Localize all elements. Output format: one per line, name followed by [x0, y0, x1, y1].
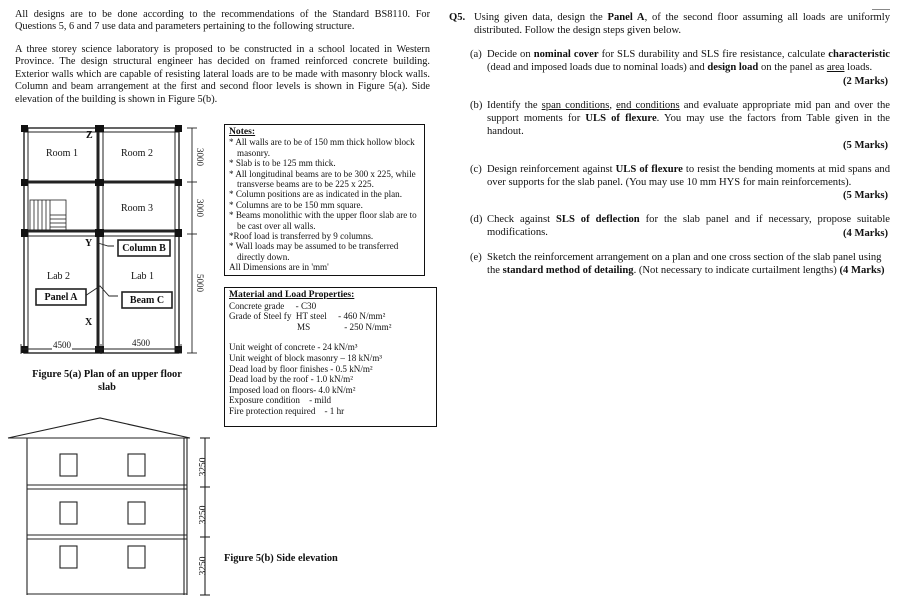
- grid-label-z: Z: [86, 130, 93, 141]
- note-item: * Slab is to be 125 mm thick.: [229, 158, 336, 169]
- lab-2-label: Lab 2: [47, 271, 71, 282]
- steel-grade-ht: Grade of Steel fy HT steel - 460 N/mm²: [229, 311, 386, 322]
- note-item: * Beams monolithic with the upper floor slab are to be cast over all walls.: [229, 210, 417, 231]
- notes-box: [224, 124, 425, 276]
- elev-dim-3: 3250: [198, 556, 209, 576]
- imposed-load: Imposed load on floors- 4.0 kN/m²: [229, 384, 356, 395]
- steel-grade-ms: MS - 250 N/mm²: [297, 321, 392, 332]
- dim-3000-b: 3000: [195, 199, 205, 217]
- grid-label-x: X: [85, 317, 93, 328]
- elev-dim-1: 3250: [198, 457, 209, 477]
- dim-4500-left: 4500: [53, 340, 71, 350]
- room-3-label: Room 3: [121, 203, 153, 214]
- note-item: * All longitudinal beams are to be 300 x 225, while transverse beams are to be 225 x 225.: [229, 168, 416, 190]
- intro-paragraph-2: A three storey science laboratory is proposed to be constructed in a school located in Western Province. The design structural engineer has decided on framed reinforced concrete building. Exterior walls which are capable of resisting lateral loads are to be made with masonry block walls. Column and beam arrangement at the first and second floor levels is shown in Figure 5(a). Side elevation of the building is shown in Figure 5(b).: [15, 44, 430, 105]
- materials-heading: Material and Load Properties:: [229, 289, 355, 300]
- part-b-marks: (5 Marks): [842, 140, 888, 151]
- dead-load-finishes: Dead load by floor finishes - 0.5 kN/m²: [229, 363, 373, 374]
- intro-paragraph-1: All designs are to be done according to the recommendations of the Standard BS8110. For Questions 5, 6 and 7 use data and parameters pertaining to the following structure.: [15, 9, 430, 33]
- note-item: All Dimensions are in 'mm': [229, 262, 329, 273]
- lab-1-label: Lab 1: [131, 271, 155, 282]
- part-d-text: Check against SLS of deflection for the slab panel and if necessary, propose suitable modifications.: [487, 214, 890, 238]
- part-e-marks: (4 Marks): [839, 265, 885, 276]
- part-a-label: (a): [470, 49, 482, 60]
- part-e-label: (e): [470, 252, 482, 263]
- materials-box: [224, 287, 437, 427]
- dim-5000: 5000: [195, 274, 205, 292]
- part-d-label: (d): [470, 214, 483, 225]
- part-b-label: (b): [470, 100, 483, 111]
- beam-c-callout: Beam C: [129, 295, 165, 306]
- grid-label-y: Y: [85, 238, 93, 249]
- staircase: [30, 200, 66, 231]
- note-item: * All walls are to be of 150 mm thick hollow block masonry.: [229, 137, 415, 158]
- note-item: *Roof load is transferred by 9 columns.: [229, 231, 374, 242]
- unit-weight-concrete: Unit weight of concrete - 24 kN/m³: [229, 342, 358, 353]
- fire-protection: Fire protection required - 1 hr: [229, 405, 345, 416]
- side-elevation-figure: [0, 416, 230, 597]
- room-2-label: Room 2: [121, 148, 153, 159]
- part-c-label: (c): [470, 164, 482, 175]
- notes-heading: Notes:: [229, 126, 256, 137]
- part-c-marks: (5 Marks): [842, 190, 888, 201]
- question-number: Q5.: [449, 12, 466, 23]
- q5-intro: Using given data, design the Panel A, of the second floor assuming all loads are uniformly distributed. Follow the design steps given below.: [474, 12, 890, 36]
- note-item: * Column positions are as indicated in the plan.: [229, 189, 403, 200]
- figure-5a-caption: Figure 5(a) Plan of an upper floor slab: [32, 369, 182, 393]
- note-item: * Columns are to be 150 mm square.: [229, 199, 363, 210]
- elev-dim-2: 3250: [198, 505, 209, 525]
- unit-weight-masonry: Unit weight of block masonry – 18 kN/m³: [229, 352, 383, 363]
- concrete-grade: Concrete grade - C30: [229, 300, 317, 311]
- plan-dimension-line: [15, 342, 190, 356]
- dead-load-roof: Dead load by the roof - 1.0 kN/m²: [229, 374, 353, 385]
- part-a-text: Decide on nominal cover for SLS durability and SLS fire resistance, calculate characteristic (dead and imposed loads due to nominal loads) and design load on the panel as area loads.: [487, 49, 891, 73]
- note-item: * Wall loads may be assumed to be transferred directly down.: [229, 241, 399, 262]
- part-c-text: Design reinforcement against ULS of flexure to resist the bending moments at mid spans and over supports for the slab panel. (You may use 10 mm HYS for main reinforcements).: [487, 164, 890, 188]
- room-1-label: Room 1: [46, 148, 78, 159]
- part-b-text: Identify the span conditions, end conditions and evaluate appropriate mid pan and over the support moments for ULS of flexure. You may use the factors from Table given in the handout.: [487, 100, 891, 137]
- part-d-marks: (4 Marks): [842, 228, 888, 239]
- dim-4500-right: 4500: [132, 338, 150, 348]
- dim-3000-a: 3000: [195, 148, 205, 166]
- exposure-condition: Exposure condition - mild: [229, 395, 332, 406]
- panel-a-callout: Panel A: [44, 292, 78, 303]
- part-a-marks: (2 Marks): [842, 76, 888, 87]
- floor-plan-figure: [0, 118, 225, 358]
- column-b-callout: Column B: [122, 243, 166, 254]
- part-e-text: Sketch the reinforcement arrangement on a plan and one cross section of the slab panel using the standard method of detailing. (Not necessary to indicate curtailment lengths) (4 Marks): [487, 252, 885, 276]
- scan-artifact: [872, 9, 890, 10]
- figure-5b-caption: Figure 5(b) Side elevation: [224, 553, 338, 564]
